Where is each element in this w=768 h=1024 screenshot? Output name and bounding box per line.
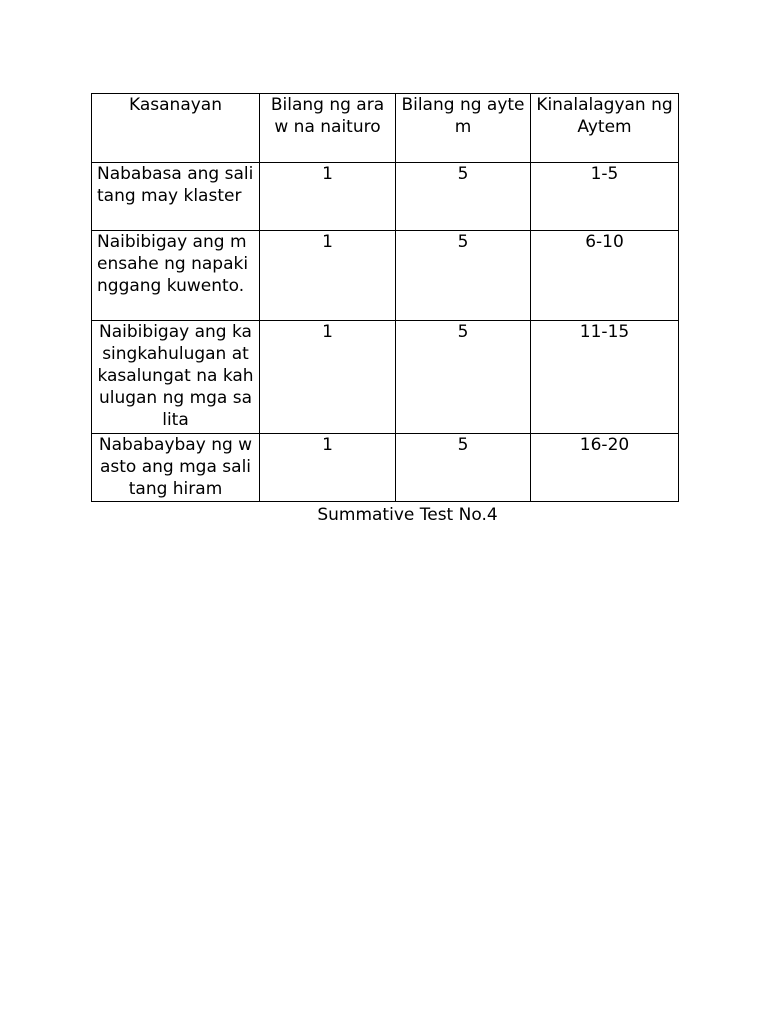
- header-bilang-ng-aytem: Bilang ng aytem: [396, 94, 531, 163]
- table-row: [92, 434, 679, 502]
- location-cell: 16-20: [531, 434, 679, 502]
- days-cell: 1: [260, 163, 396, 231]
- location-cell: 6-10: [531, 231, 679, 321]
- location-cell: 1-5: [531, 163, 679, 231]
- skill-cell: Nababasa ang salitang may klaster: [92, 163, 260, 231]
- header-kinalalagyan: Kinalalagyan ng Aytem: [531, 94, 679, 163]
- location-cell: 11-15: [531, 321, 679, 434]
- summative-test-spec-table: [91, 93, 679, 502]
- header-kasanayan: Kasanayan: [92, 94, 260, 163]
- table-row: [92, 231, 679, 321]
- skill-cell: Naibibigay ang kasingkahulugan at kasalungat na kahulugan ng mga salita: [92, 321, 260, 434]
- skill-cell: Naibibigay ang mensahe ng napakinggang kuwento.: [92, 231, 260, 321]
- items-cell: 5: [396, 163, 531, 231]
- days-cell: 1: [260, 321, 396, 434]
- table-header-row: [92, 94, 679, 163]
- items-cell: 5: [396, 434, 531, 502]
- items-cell: 5: [396, 231, 531, 321]
- table-row: [92, 321, 679, 434]
- table-caption: Summative Test No.4: [317, 505, 498, 525]
- days-cell: 1: [260, 231, 396, 321]
- items-cell: 5: [396, 321, 531, 434]
- header-bilang-ng-araw: Bilang ng araw na naituro: [260, 94, 396, 163]
- skill-cell: Nababaybay ng wasto ang mga salitang hiram: [92, 434, 260, 502]
- days-cell: 1: [260, 434, 396, 502]
- table-row: [92, 163, 679, 231]
